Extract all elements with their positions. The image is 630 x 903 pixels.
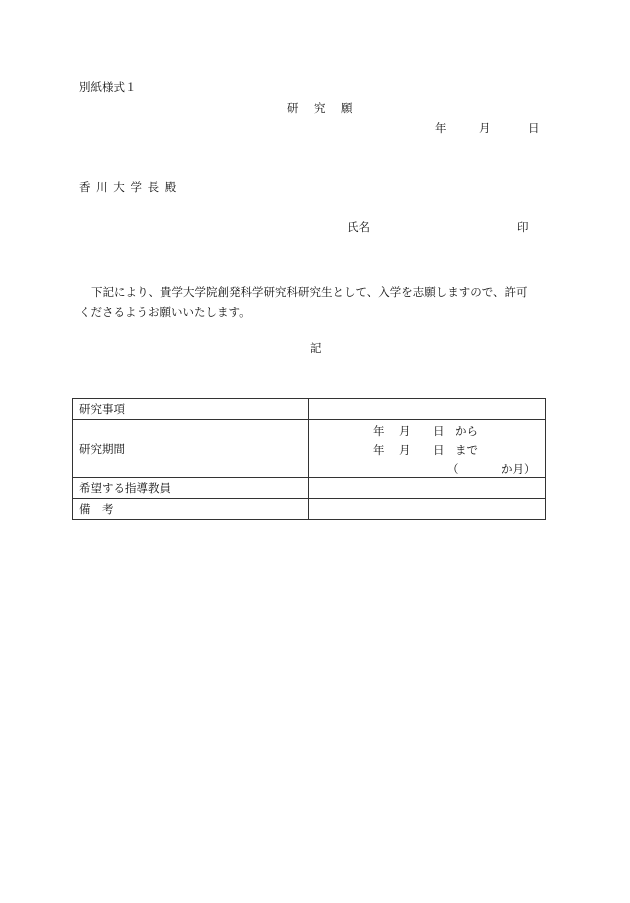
date-month-label: 月 — [479, 121, 491, 135]
name-label: 氏名 — [347, 220, 370, 234]
form-number: 別紙様式１ — [79, 80, 137, 94]
details-table — [72, 398, 546, 520]
period-to-year: 年 — [373, 443, 385, 457]
research-topic-label: 研究事項 — [73, 399, 309, 420]
addressee: 香 川 大 学 長 殿 — [79, 180, 178, 194]
research-period-label: 研究期間 — [73, 420, 309, 478]
table-row — [73, 478, 546, 499]
ki-heading: 記 — [310, 341, 322, 355]
duration-months-label: か月） — [501, 462, 536, 476]
period-to-day: 日 — [433, 443, 445, 457]
table-row — [73, 420, 546, 478]
period-to-month: 月 — [399, 443, 411, 457]
date-day-label: 日 — [528, 121, 540, 135]
table-row — [73, 399, 546, 420]
duration-open: （ — [447, 462, 459, 476]
research-topic-field[interactable] — [309, 399, 546, 420]
period-to-suffix: まで — [455, 443, 478, 457]
table-row — [73, 499, 546, 520]
period-from-month: 月 — [399, 424, 411, 438]
period-from-suffix: から — [455, 424, 478, 438]
period-from-year: 年 — [373, 424, 385, 438]
date-year-label: 年 — [435, 121, 447, 135]
research-period-field[interactable] — [309, 420, 546, 478]
advisor-label: 希望する指導教員 — [73, 478, 309, 499]
document-title: 研 究 願 — [287, 101, 355, 115]
remarks-label: 備 考 — [73, 499, 309, 520]
period-from-day: 日 — [433, 424, 445, 438]
advisor-field[interactable] — [309, 478, 546, 499]
seal-label: 印 — [517, 220, 529, 234]
remarks-field[interactable] — [309, 499, 546, 520]
application-body-text: 下記により、貴学大学院創発科学研究科研究生として、入学を志願しますので、許可くださるようお願いいたします。 — [79, 285, 528, 319]
